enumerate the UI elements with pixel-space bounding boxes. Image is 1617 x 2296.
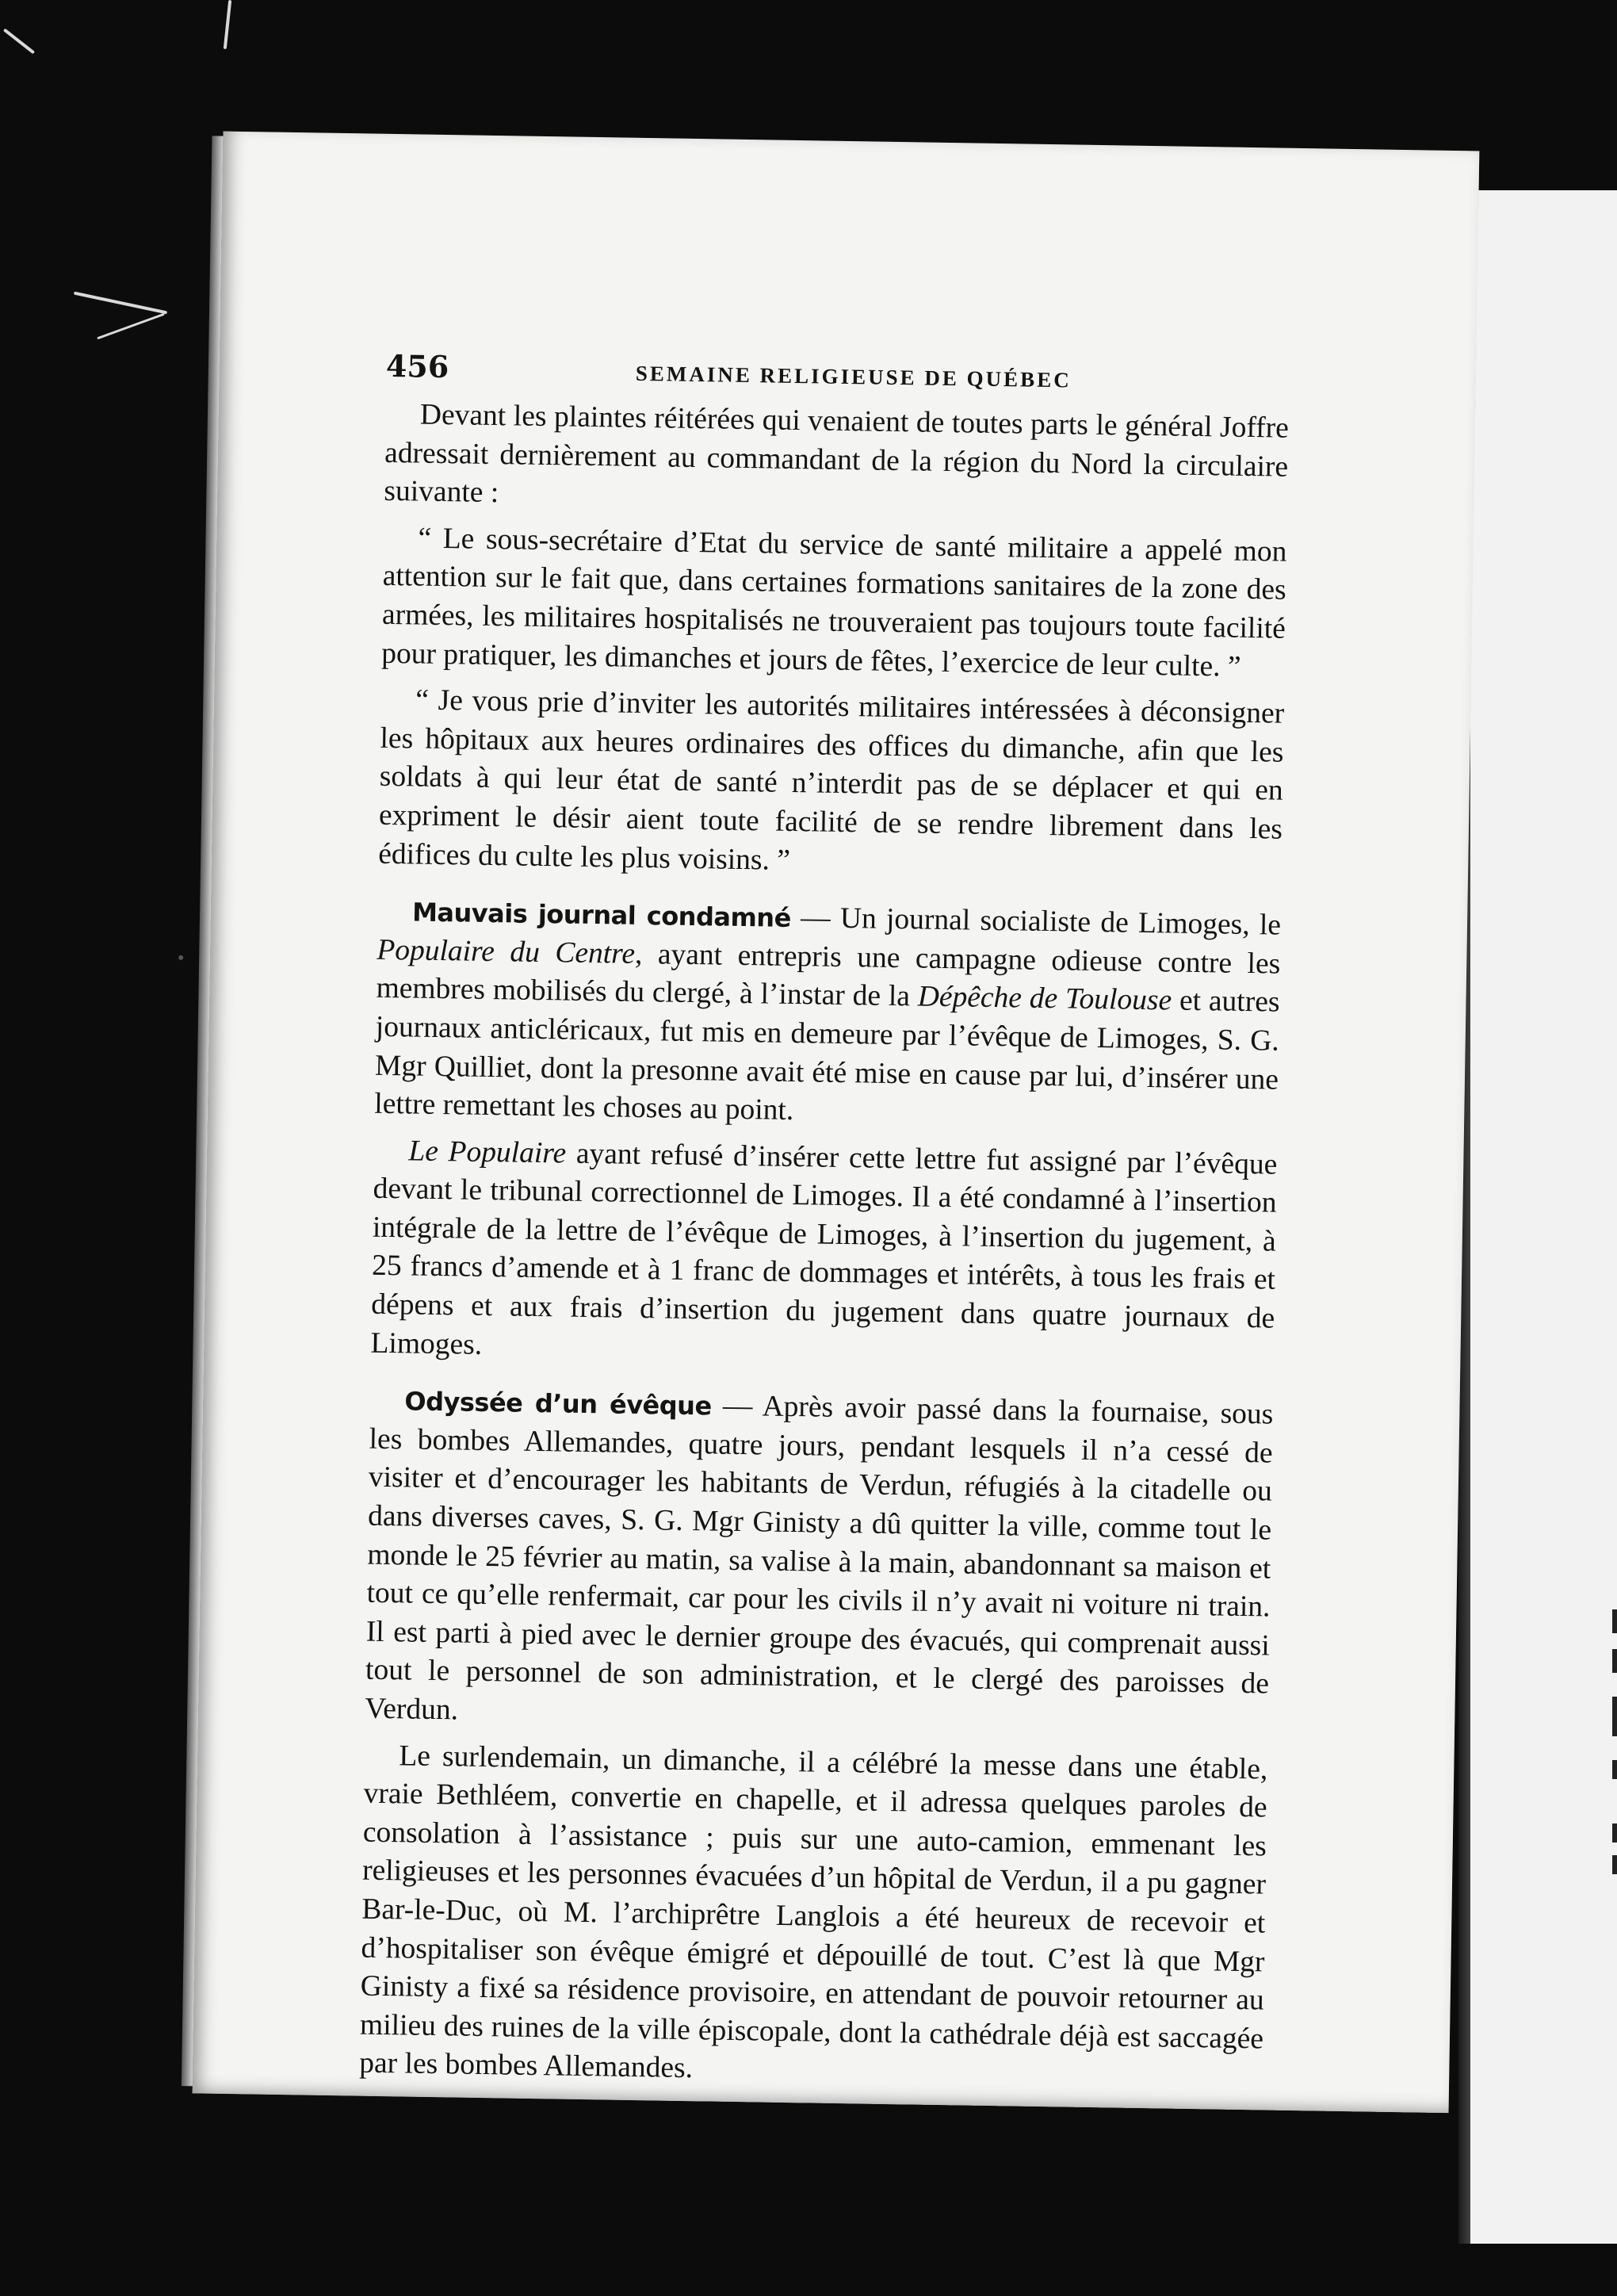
section-heading: Mauvais journal condamné (411, 897, 792, 934)
page-number: 456 (385, 347, 449, 385)
page-content (359, 348, 1290, 2106)
page-edge (182, 136, 224, 2086)
paragraph-quote-2: “ Je vous prie d’inviter les autorités militaires intéressées à déconsigner les hôpitaux aux heures ordinaires des offices du dimanche, afin que les soldats à qui leur état de santé n’interdit pas de se déplacer et qui en expriment le désir aient toute facilité de se rendre librement dans les édifices du culte les plus voisins. ” (377, 683, 1285, 877)
paragraph-intro: Devant les plaintes réitérées qui venaient de toutes parts le général Joffre adressait dernièrement au commandant de la région du Nord la circulaire suivante : (384, 398, 1290, 510)
section-heading: Odyssée d’un évêque (404, 1386, 712, 1422)
paragraph-quote-1: “ Le sous-secrétaire d’Etat du service de santé militaire a appelé mon attention sur le fait que, dans certaines formations sanitaires de la zone des armées, les militaires hospitalisés ne trouveraient pas toujours toute facilité pour pratiquer, les dimanches et jours de fêtes, l’exercice de leur culte. ” (380, 522, 1287, 683)
adjacent-page (1470, 190, 1617, 2244)
text-run: — Après avoir passé dans la fournaise, sous les bombes Allemandes, quatre jours, pendant lesquels il n’a cessé de visiter et d’encourager les habitants de Verdun, réfugiés à la citadelle ou dans diverses caves, S. G. Mgr Ginisty a dû quitter la ville, comme tout le monde le 25 février au matin, sa valise à la main, abandonnant sa maison et tout ce qu’elle renfermait, car pour les civils il n’y avait ni voiture ni train. Il est parti à pied avec le dernier groupe des évacués, qui comprenait aussi tout le personnel de son administration, et le clergé des paroisses de Verdun. (365, 1389, 1274, 1727)
scan-artifact (3, 29, 35, 55)
speck (178, 955, 183, 960)
scan-artifact (224, 0, 231, 49)
text-run: — Un journal socialiste de Limoges, le (790, 901, 1282, 942)
adjacent-page-text-fragment (1612, 1609, 1617, 1633)
paragraph-surlendemain: Le surlendemain, un dimanche, il a célébré la messe dans une étable, vraie Bethléem, convertie en chapelle, et il adressa quelques paroles de consolation à l’assistance ; puis sur une auto-camion, emmenant les religieuses et les personnes évacuées d’un hôpital de Verdun, il a pu gagner Bar-le-Duc, où M. l’archiprêtre Langlois a été heureux de recevoir et d’hospitaliser son évêque émigré et dépouillé de tout. C’est là que Mgr Ginisty a fixé sa résidence provisoire, en attendant de pouvoir retourner au milieu des ruines de la ville épiscopale, dont la cathédrale déjà est saccagée par les bombes Allemandes. (358, 1739, 1268, 2085)
italic-title: Dépêche de Toulouse (917, 980, 1172, 1017)
italic-title: Populaire du Centre (377, 933, 636, 970)
adjacent-page-text-fragment (1612, 1697, 1617, 1736)
scan-artifact (97, 313, 165, 340)
running-title: SEMAINE RELIGIEUSE DE QUÉBEC (635, 361, 1072, 392)
section-mauvais-journal (374, 893, 1281, 1138)
adjacent-page-text-fragment (1612, 1855, 1617, 1874)
text-run: ayant refusé d’insérer cette lettre fut assigné par l’évêque devant le tribunal correctionnel de Limoges. Il a été condamné à l’insertion intégrale de la lettre de l’évêque de Limoges, à l’insertion du jugement, à 25 francs d’amende et à 1 franc de dommages et intérêts, à tous les frais et dépens et aux frais d’insertion du jugement dans quatre journaux de Limoges. (370, 1137, 1278, 1361)
adjacent-page-text-fragment (1612, 1649, 1617, 1673)
scanned-page (193, 132, 1480, 2114)
text-run: , ayant entrepris une campagne odieuse contre les membres mobilisés du clergé, à l’instar de la (376, 937, 1281, 1013)
paragraph-judgment (370, 1131, 1277, 1376)
adjacent-page-text-fragment (1612, 1823, 1617, 1843)
scan-artifact (74, 292, 167, 315)
adjacent-page-text-fragment (1612, 1760, 1617, 1779)
italic-title: Le Populaire (408, 1135, 567, 1170)
section-odyssee (365, 1382, 1274, 1743)
text-run: et autres journaux anticléricaux, fut mis en demeure par l’évêque de Limoges, S. G. Mgr Quilliet, dont la presonne avait été mise en cause par lui, d’insérer une lettre remettant les choses au point. (374, 984, 1280, 1127)
